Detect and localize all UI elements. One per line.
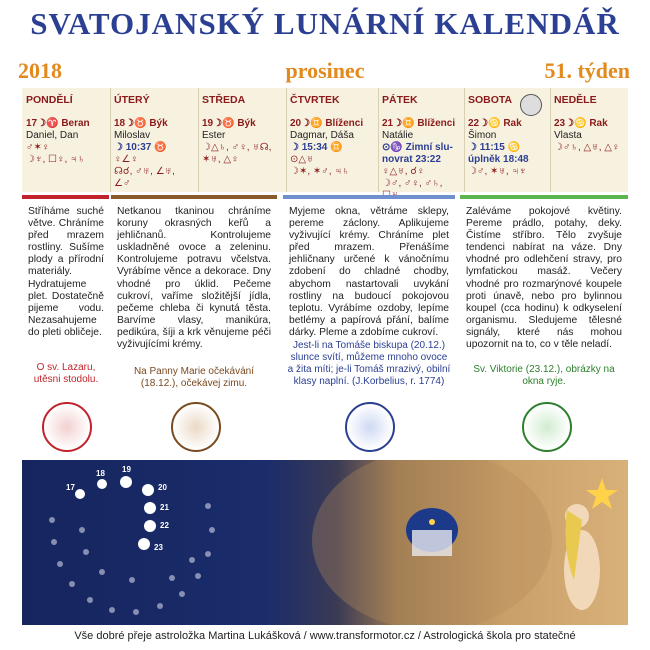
moon-day-number: 21 [160,503,169,512]
day-date: 23☽♋ Rak [554,118,608,129]
day-aspects: ☽♆, ☐♀, ♃♄ [26,154,86,165]
day-aspects: ∠♂ [114,178,131,189]
day-date: 19☽♉ Býk [202,118,256,129]
water-sign-icon [522,402,572,452]
day-names: Dagmar, Dáša [290,130,354,141]
element-bar-fire [22,195,109,199]
day-aspects: úplněk 18:48 [468,154,529,165]
day-aspects: ♀△♅, ☌♀ [382,166,425,177]
column-text: Netkanou tkaninou chráníme koruny okrasných keřů a jehličnanů. Kontrolujeme uskladněné ovoce a zeleninu. Kontrolujeme potravu včelstva. Vyrábíme věnce a dekorace. Dny vhodné pro úklid. Pečeme cukroví, vaříme složitější jídla, pečeme chleba či kynutá těsta. Barvíme vlasy, manikúra, pedikúra, šíji a krk věnujeme péči vyživujícími krémy. [117,206,271,351]
day-date: 22☽♋ Rak [468,118,522,129]
earth-sign-icon [171,402,221,452]
element-bar-air [283,195,455,199]
day-divider [110,88,111,192]
day-aspects: ☽ 15:34 ♊ [290,142,343,153]
day-label: NEDĚLE [554,94,597,106]
day-aspects: ⊙△♅ [290,154,314,165]
day-aspects: ♀∠♀ [114,154,138,165]
day-names: Natálie [382,130,414,141]
day-date: 18☽♉ Býk [114,118,168,129]
column-proverb: Jest-li na Tomáše biskupa (20.12.) slunce svítí, můžeme mnoho ovoce a žita míti; je-li Tomáš mrazivý, obilní klasy naplní. (J.Korbelius, r. 1774) [287,340,451,387]
figure-graphic [564,478,618,610]
day-label: ÚTERÝ [114,94,150,106]
day-divider [464,88,465,192]
column-text: Stříháme suché větve. Chráníme před mrazem rostliny. Sušíme plody a přírodní materiály. Hydratujeme plet. Dostatečně pijeme vodu. Nezasahujeme do pleti obličeje. [28,206,104,338]
day-divider [378,88,379,192]
moon-spiral-graphic [22,460,628,625]
day-label: STŘEDA [202,94,246,106]
day-wednesday [202,88,284,192]
moon-day-number: 19 [122,465,131,474]
day-aspects: ☽♂, ✶♅, ♃♆ [468,166,527,177]
column-air [283,200,455,455]
days-strip [22,88,628,192]
day-names: Ester [202,130,226,141]
moon-day-number: 17 [66,483,75,492]
column-text: Myjeme okna, větráme sklepy, pereme záclony. Aplikujeme vyživující krémy. Chráníme plet před mrazem. Přenášíme jehličnany určené k vánočnímu zdobení do chladné chodby, abychom nastartovali uvykání rostliny na budoucí pokojovou teplotu. Vyrábíme ozdoby, lepíme betlémy a papírová přání, balíme dárky. Pleme a zdobíme cukroví. [289,206,449,338]
day-monday [26,88,108,192]
day-aspects: ☽♂♄, △♅, △♀ [554,142,620,153]
day-aspects: ⊙♑ Zimní slu- [382,142,453,153]
week-label: 51. týden [544,58,630,83]
full-moon-icon [520,94,542,116]
day-aspects: ♂✶♀ [26,142,50,153]
element-bar-earth [111,195,277,199]
column-water [460,200,628,455]
day-aspects: ☽△♄, ♂♀, ♅☊, [202,142,272,153]
day-date: 20☽♊ Blíženci [290,118,364,129]
day-friday [382,88,464,192]
day-label: ČTVRTEK [290,94,340,106]
moon-day-number: 20 [158,483,167,492]
day-sunday [554,88,628,192]
day-divider [286,88,287,192]
month-label: prosinec [285,58,365,83]
dome-graphic [312,460,552,625]
year-label: 2018 [18,58,62,83]
air-sign-icon [345,402,395,452]
day-aspects: novrat 23:22 [382,154,441,165]
calendar-title: SVATOJANSKÝ LUNÁRNÍ KALENDÁŘ [30,6,620,41]
day-aspects: ✶♅, △♀ [202,154,239,165]
day-label: SOBOTA [468,94,513,106]
moon-day-number: 23 [154,543,163,552]
day-label: PÁTEK [382,94,418,106]
day-names: Vlasta [554,130,582,141]
fire-sign-icon [42,402,92,452]
moon-day-number: 22 [160,521,169,530]
column-proverb: Sv. Viktorie (23.12.), obrázky na okna ryje. [473,364,615,387]
day-divider [198,88,199,192]
day-aspects: ☽ 10:37 ♉ [114,142,167,153]
day-tuesday [114,88,196,192]
footer-credits: Vše dobré přeje astroložka Martina Lukášková / www.transformotor.cz / Astrologická škola pro statečné [74,630,576,642]
column-proverb: Na Panny Marie očekávání (18.12.), očekávej zimu. [133,366,255,389]
day-thursday [290,88,376,192]
day-aspects: ☽ 11:15 ♋ [468,142,520,153]
day-date: 21☽♊ Blíženci [382,118,456,129]
column-earth [111,200,277,455]
day-label: PONDĚLÍ [26,94,73,106]
day-date: 17☽♈ Beran [26,118,90,129]
lunar-illustration [22,460,628,625]
day-aspects: ☊☌, ♂♅, ∠♅, [114,166,175,177]
column-text: Zaléváme pokojové květiny. Pereme prádlo, potahy, deky. Čistíme stříbro. Tělo zvyšuje tendenci nabírat na váze. Dny vhodné pro odlehčení stravy, pro lymfatickou masáž. Večery vhodné pro rozmarýnové koupele proti únavě, nebo pro bylinnou koupel (cca hodinu) k odkyselení organismu. Sledujeme tělesné signály, které nás mohou upozornit na to, co v těle neladí. [466,206,622,351]
day-names: Šimon [468,130,497,141]
day-names: Miloslav [114,130,151,141]
moon-day-number: 18 [96,469,105,478]
column-proverb: O sv. Lazaru, utěsni stodolu. [33,362,99,385]
day-divider [550,88,551,192]
column-fire [22,200,110,455]
day-aspects: ☽♂, ♂♀, ♂♄, [382,178,443,189]
element-bar-water [460,195,628,199]
day-aspects: ☽✶, ✶♂, ♃♄ [290,166,350,177]
day-names: Daniel, Dan [26,130,79,141]
